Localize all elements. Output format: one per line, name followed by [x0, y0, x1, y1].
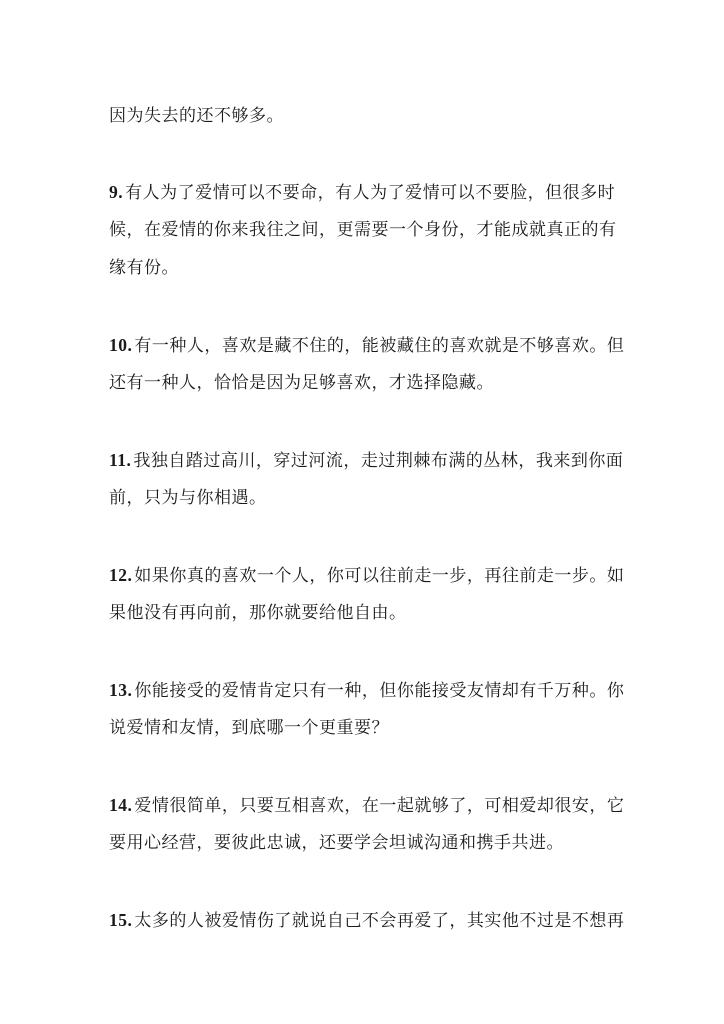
item-13-text-2: 说爱情和友情，到底哪一个更重要？ [109, 718, 389, 738]
item-9-line-1 [109, 180, 615, 205]
item-10-line-1 [109, 333, 624, 358]
item-9-text-2: 候，在爱情的你来我往之间，更需要一个身份，才能成就真正的有 [109, 220, 617, 240]
item-13-number: 13. [109, 680, 133, 700]
item-14-text-2: 要用心经营，要彼此忠诚，还要学会坦诚沟通和携手共进。 [109, 833, 564, 853]
item-15-number: 15. [109, 910, 133, 930]
item-14-text-1: 爱情很简单，只要互相喜欢，在一起就够了，可相爱却很安，它 [134, 796, 625, 816]
item-10-number: 10. [109, 335, 133, 355]
item-12-line-1 [109, 563, 624, 588]
item-12-number: 12. [109, 565, 133, 585]
item-9-number: 9. [109, 182, 124, 202]
item-13-line-1 [109, 678, 624, 703]
item-14-number: 14. [109, 795, 133, 815]
item-14-line-1 [109, 793, 624, 818]
item-15-text-1: 太多的人被爱情伤了就说自己不会再爱了，其实他不过是不想再 [134, 911, 625, 931]
item-12-text-1: 如果你真的喜欢一个人，你可以往前走一步，再往前走一步。如 [134, 566, 625, 586]
item-9-text-1: 有人为了爱情可以不要命，有人为了爱情可以不要脸，但很多时 [125, 183, 616, 203]
item-10-text-1: 有一种人，喜欢是藏不住的，能被藏住的喜欢就是不够喜欢。但 [134, 336, 625, 356]
item-9-text-3: 缘有份。 [109, 258, 179, 278]
item-11-text-2: 前，只为与你相遇。 [109, 488, 267, 508]
continuation-line: 因为失去的还不够多。 [109, 106, 284, 126]
item-10-text-2: 还有一种人，恰恰是因为足够喜欢，才选择隐藏。 [109, 373, 494, 393]
item-12-text-2: 果他没有再向前，那你就要给他自由。 [109, 603, 407, 623]
item-11-number: 11. [109, 450, 132, 470]
item-11-line-1 [109, 448, 623, 473]
item-15-line-1 [109, 908, 624, 933]
item-13-text-1: 你能接受的爱情肯定只有一种，但你能接受友情却有千万种。你 [134, 681, 625, 701]
item-11-text-1: 我独自踏过高川，穿过河流，走过荆棘布满的丛林，我来到你面 [133, 451, 624, 471]
